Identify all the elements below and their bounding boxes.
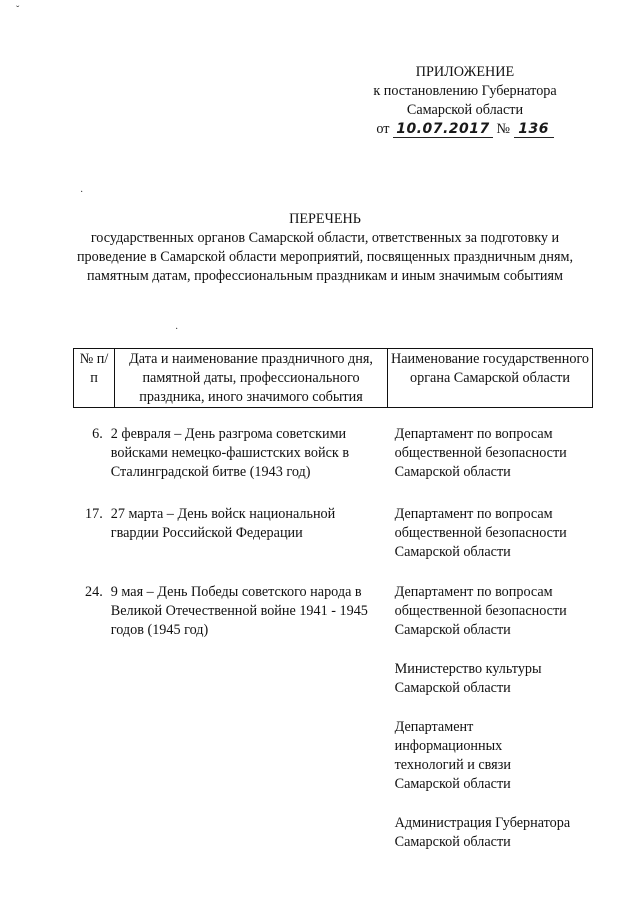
organ-name: Администрация Губернатора Самарской области xyxy=(394,815,571,850)
row-number: 6. xyxy=(92,426,103,442)
table-row xyxy=(73,505,593,582)
header-event: Дата и наименование праздничного дня, памятной даты, профессионального праздника, иного значимого события xyxy=(115,349,388,408)
row-organs xyxy=(379,505,593,582)
number-prefix: № xyxy=(496,121,511,137)
header-number: № п/п xyxy=(74,349,115,408)
organ-name: Департамент по вопросам общественной безопасности Самарской области xyxy=(394,584,567,638)
list-subtitle: государственных органов Самарской области, ответственных за подготовку и проведение в Самарской области мероприятий, посвященных праздничным дням, памятным датам, профессиональным праздникам и иным значимым событиям xyxy=(76,230,574,284)
scan-mark: ˇ xyxy=(16,5,20,16)
row-number: 17. xyxy=(85,506,103,522)
row-organs xyxy=(379,583,593,872)
appendix-date-line xyxy=(340,120,590,139)
handwritten-date: 10.07.2017 xyxy=(393,121,493,138)
appendix-title: ПРИЛОЖЕНИЕ xyxy=(415,64,515,80)
row-organs xyxy=(379,425,593,502)
date-prefix: от xyxy=(376,121,390,137)
appendix-line-1: к постановлению Губернатора xyxy=(373,83,557,99)
organ-name: Департамент по вопросам общественной безопасности Самарской области xyxy=(394,426,567,480)
table-row xyxy=(73,425,593,502)
appendix-line-2: Самарской области xyxy=(406,102,524,118)
list-title: ПЕРЕЧЕНЬ xyxy=(289,211,361,227)
appendix-header xyxy=(340,63,590,139)
table-row xyxy=(73,583,593,872)
row-number: 24. xyxy=(85,584,103,600)
scan-mark: · xyxy=(80,187,84,198)
organ-name: Министерство культуры Самарской области xyxy=(394,661,542,696)
list-title-block xyxy=(60,210,590,286)
handwritten-number: 136 xyxy=(514,121,554,138)
scan-mark: · xyxy=(175,324,179,335)
organ-name: Департамент по вопросам общественной безопасности Самарской области xyxy=(394,506,567,560)
header-organ: Наименование государственного органа Самарской области xyxy=(388,349,593,408)
row-event: 27 марта – День войск национальной гвардии Российской Федерации xyxy=(110,506,336,541)
organ-name: Департамент информационных технологий и связи Самарской области xyxy=(394,719,511,792)
table-header xyxy=(73,348,593,408)
row-event: 2 февраля – День разгрома советскими войсками немецко-фашистских войск в Сталинградской битве (1943 год) xyxy=(110,426,350,480)
row-event: 9 мая – День Победы советского народа в Великой Отечественной войне 1941 - 1945 годов (1945 год) xyxy=(110,584,368,638)
